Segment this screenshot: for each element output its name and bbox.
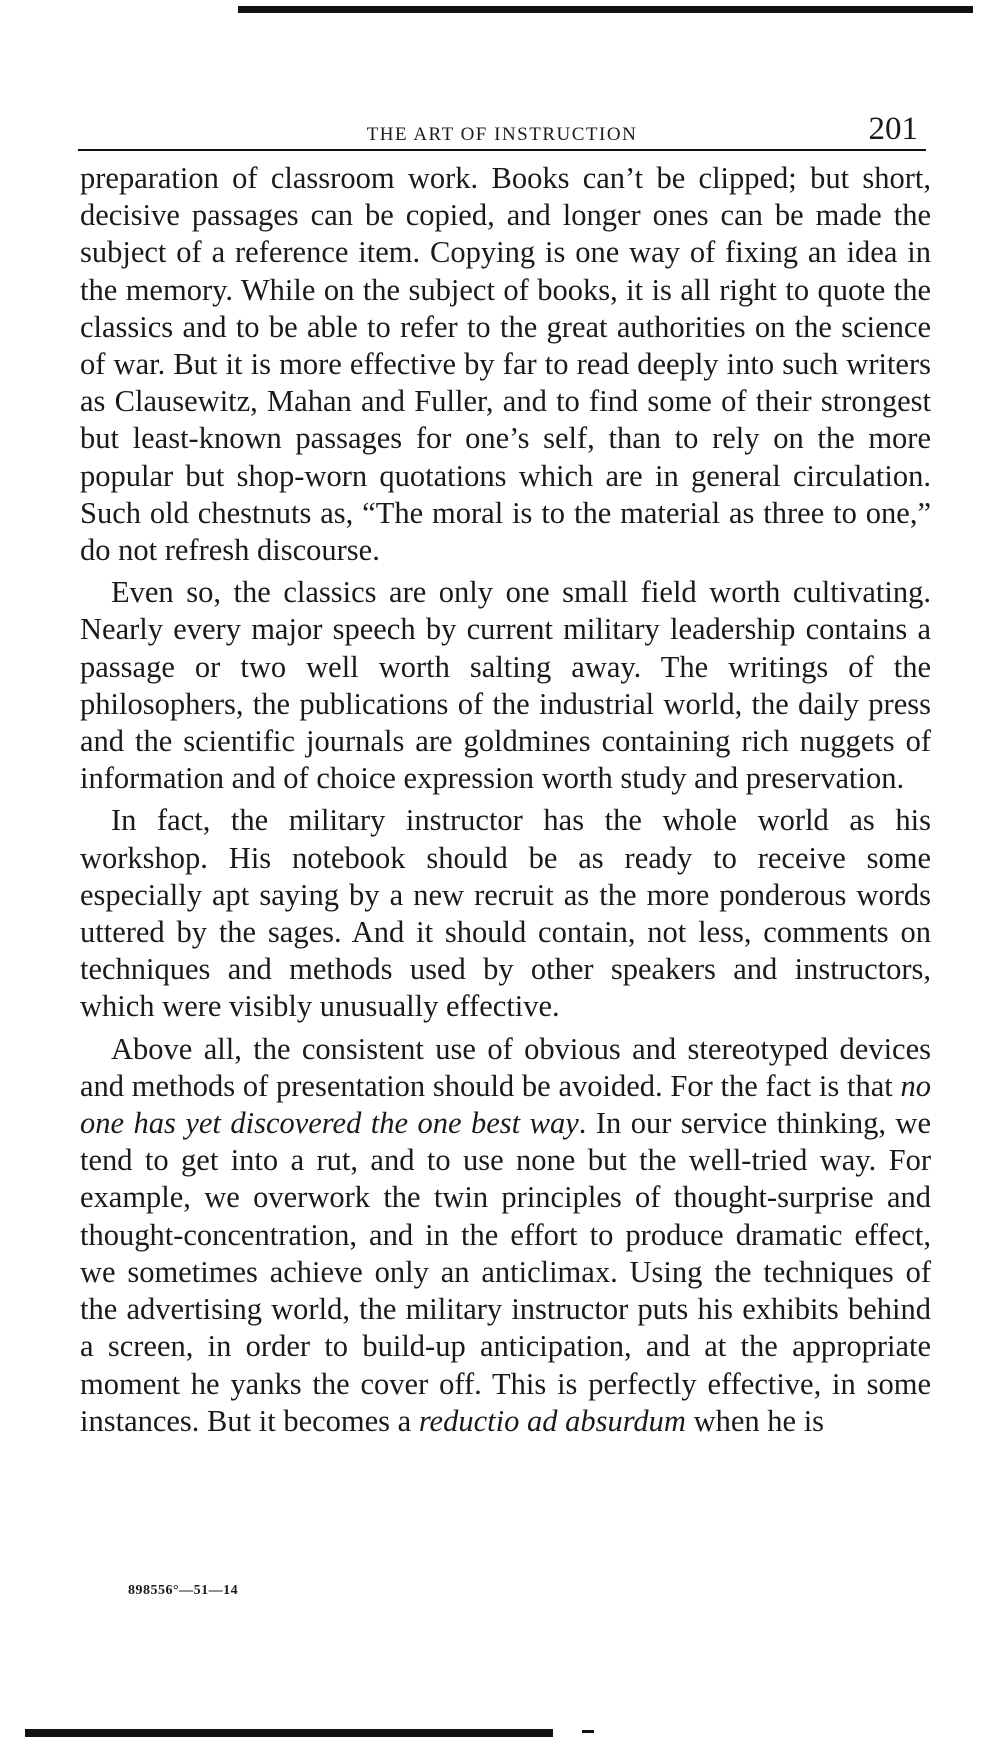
print-code: 898556°—51—14 — [128, 1583, 239, 1598]
paragraph-4-text-a: Above all, the consistent use of obvious and stereotyped devices and methods of presentation should be avoided. For the fact is that — [80, 1031, 931, 1103]
paragraph-4 — [80, 1031, 931, 1440]
bottom-dash-mark — [582, 1730, 594, 1733]
running-title: THE ART OF INSTRUCTION — [366, 124, 638, 145]
paragraph-4-text-c: when he is — [685, 1403, 825, 1438]
paragraph-2: Even so, the classics are only one small field worth cultivating. Nearly every major speech by current military leadership contains a passage or two well worth salting away. The writings of the philosophers, the publications of the industrial world, the daily press and the scientific journals are goldmines containing rich nuggets of information and of choice expression worth study and preservation. — [80, 575, 931, 796]
bottom-border-rule — [25, 1729, 553, 1737]
page-header — [78, 108, 926, 152]
page-number: 201 — [868, 111, 918, 147]
body-text — [80, 160, 931, 1440]
paragraph-3: In fact, the military instructor has the whole world as his workshop. His notebook should be as ready to receive some especially apt saying by a new recruit as the more ponderous words uttered by the sages. And it should contain, not less, comments on techniques and methods used by other speakers and instructors, which were visibly unusually effective. — [80, 803, 931, 1024]
paragraph-1: preparation of classroom work. Books can’t be clipped; but short, decisive passages can be copied, and longer ones can be made the subject of a reference item. Copying is one way of fixing an idea in the memory. While on the subject of books, it is all right to quote the classics and to be able to refer to the great authorities on the science of war. But it is more effective by far to read deeply into such writers as Clausewitz, Mahan and Fuller, and to find some of their strongest but least-known passages for one’s self, than to rely on the more popular but shop-worn quotations which are in general circulation. Such old chestnuts as, “The moral is to the material as three to one,” do not refresh discourse. — [80, 161, 931, 568]
paragraph-4-text-b: . In our service thinking, we tend to get into a rut, and to use none but the well-tried way. For example, we overwork the twin principles of thought-surprise and thought-concentration, and in the effort to produce dramatic effect, we sometimes achieve only an anticlimax. Using the techniques of the advertising world, the military instructor puts his exhibits behind a screen, in order to build-up anticipation, and at the appropriate moment he yanks the cover off. This is perfectly effective, in some instances. But it becomes a — [80, 1106, 931, 1438]
top-border-rule — [238, 6, 973, 13]
header-rule — [78, 149, 926, 151]
paragraph-4-italic-b: reductio ad absurdum — [418, 1403, 686, 1438]
paragraph-4-italic-a: no one has yet discovered the one best way — [80, 1068, 931, 1141]
